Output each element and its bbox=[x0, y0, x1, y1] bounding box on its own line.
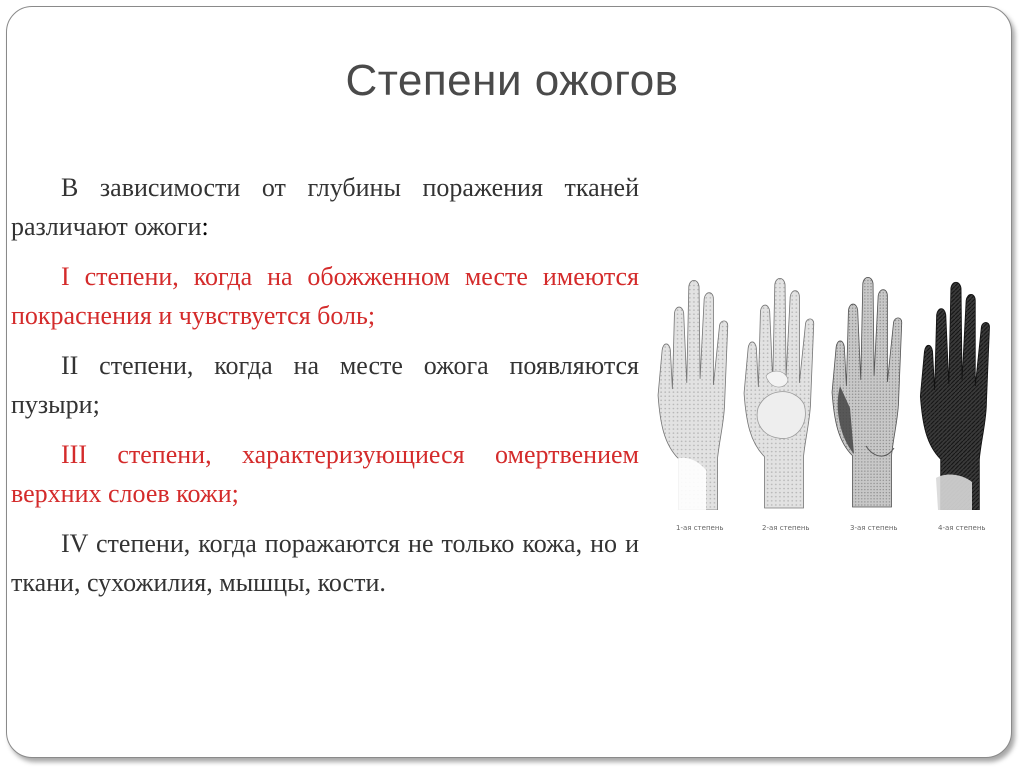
slide-title: Степени ожогов bbox=[345, 56, 679, 105]
caption-degree-2: 2-ая степень bbox=[762, 524, 810, 532]
caption-degree-1: 1-ая степень bbox=[676, 524, 724, 532]
intro-colon: : bbox=[201, 212, 209, 241]
burned-hands-illustration bbox=[654, 258, 1004, 548]
caption-degree-4: 4-ая степень bbox=[938, 524, 986, 532]
hand-degree-2 bbox=[744, 278, 814, 508]
degree-3-paragraph: III степени, характеризующиеся омертвением верхних слоев кожи; bbox=[11, 440, 639, 508]
hand-degree-4 bbox=[920, 282, 989, 510]
slide-body bbox=[11, 168, 639, 613]
hand-degree-3 bbox=[832, 277, 902, 507]
caption-degree-3: 3-ая степень bbox=[850, 524, 898, 532]
degree-2-paragraph: II степени, когда на месте ожога появляются пузыри; bbox=[11, 351, 639, 419]
hand-degree-1 bbox=[658, 280, 728, 510]
degree-1-paragraph: I степени, когда на обожженном месте имеются покраснения и чувствуется боль; bbox=[11, 262, 639, 330]
intro-paragraph bbox=[11, 168, 639, 246]
degree-4-paragraph: IV степени, когда поражаются не только кожа, но и ткани, сухожилия, мышцы, кости. bbox=[11, 529, 639, 597]
intro-text: В зависимости от глубины поражения тканей различают ожоги bbox=[11, 173, 639, 241]
